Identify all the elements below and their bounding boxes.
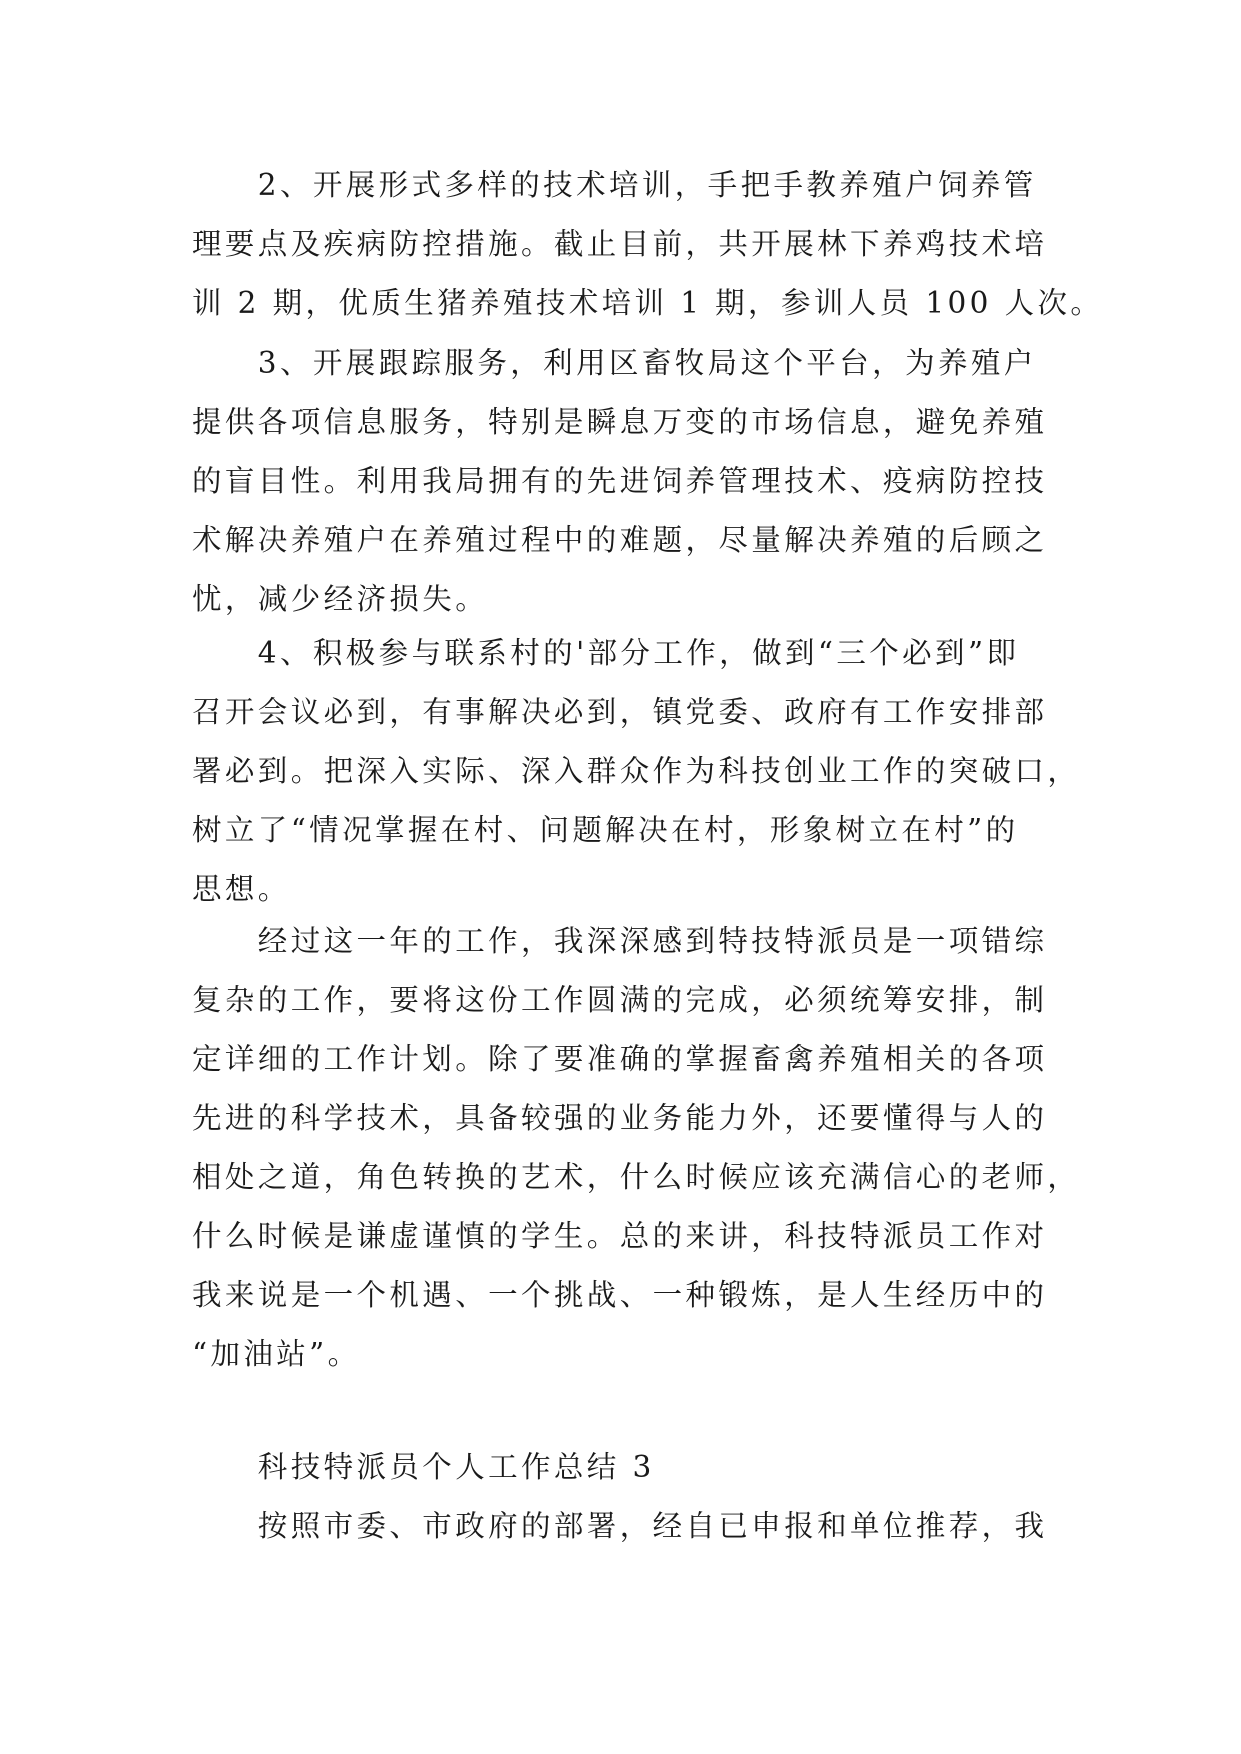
- paragraph-line: “加油站”。: [192, 1337, 361, 1371]
- paragraph-line: 4、积极参与联系村的'部分工作，做到“三个必到”即: [192, 636, 1020, 670]
- paragraph-line: 我来说是一个机遇、一个挑战、一种锻炼，是人生经历中的: [192, 1278, 1048, 1312]
- paragraph-line: 训 2 期，优质生猪养殖技术培训 1 期，参训人员 100 人次。: [192, 286, 1104, 320]
- paragraph-line: 召开会议必到，有事解决必到，镇党委、政府有工作安排部: [192, 695, 1048, 729]
- paragraph-line: 按照市委、市政府的部署，经自已申报和单位推荐，我: [192, 1509, 1048, 1543]
- paragraph-line: 的盲目性。利用我局拥有的先进饲养管理技术、疫病防控技: [192, 464, 1048, 498]
- paragraph-line: 理要点及疾病防控措施。截止目前，共开展林下养鸡技术培: [192, 227, 1048, 261]
- paragraph-line: 先进的科学技术，具备较强的业务能力外，还要懂得与人的: [192, 1101, 1048, 1135]
- paragraph-line: 2、开展形式多样的技术培训，手把手教养殖户饲养管: [192, 168, 1037, 202]
- paragraph-line: 什么时候是谦虚谨慎的学生。总的来讲，科技特派员工作对: [192, 1219, 1048, 1253]
- paragraph-line: 忧，减少经济损失。: [192, 582, 489, 616]
- paragraph-technical-training: [192, 156, 1104, 333]
- paragraph-year-summary: [192, 912, 1081, 1384]
- paragraph-line: 署必到。把深入实际、深入群众作为科技创业工作的突破口，: [192, 754, 1081, 788]
- section-heading: [192, 1438, 1050, 1497]
- paragraph-line: 术解决养殖户在养殖过程中的难题，尽量解决养殖的后顾之: [192, 523, 1048, 557]
- paragraph-line: 经过这一年的工作，我深深感到特技特派员是一项错综: [192, 924, 1048, 958]
- paragraph-line: 相处之道，角色转换的艺术，什么时候应该充满信心的老师，: [192, 1160, 1081, 1194]
- section-heading-text: 科技特派员个人工作总结 3: [192, 1450, 655, 1484]
- paragraph-final: [192, 1497, 1050, 1556]
- paragraph-line: 思想。: [192, 872, 291, 906]
- paragraph-line: 树立了“情况掌握在村、问题解决在村，形象树立在村”的: [192, 813, 1019, 847]
- paragraph-line: 复杂的工作，要将这份工作圆满的完成，必须统筹安排，制: [192, 983, 1048, 1017]
- paragraph-line: 提供各项信息服务，特别是瞬息万变的市场信息，避免养殖: [192, 405, 1048, 439]
- paragraph-line: 3、开展跟踪服务，利用区畜牧局这个平台，为养殖户: [192, 346, 1037, 380]
- paragraph-village-work: [192, 624, 1081, 919]
- paragraph-line: 定详细的工作计划。除了要准确的掌握畜禽养殖相关的各项: [192, 1042, 1048, 1076]
- paragraph-tracking-service: [192, 334, 1050, 629]
